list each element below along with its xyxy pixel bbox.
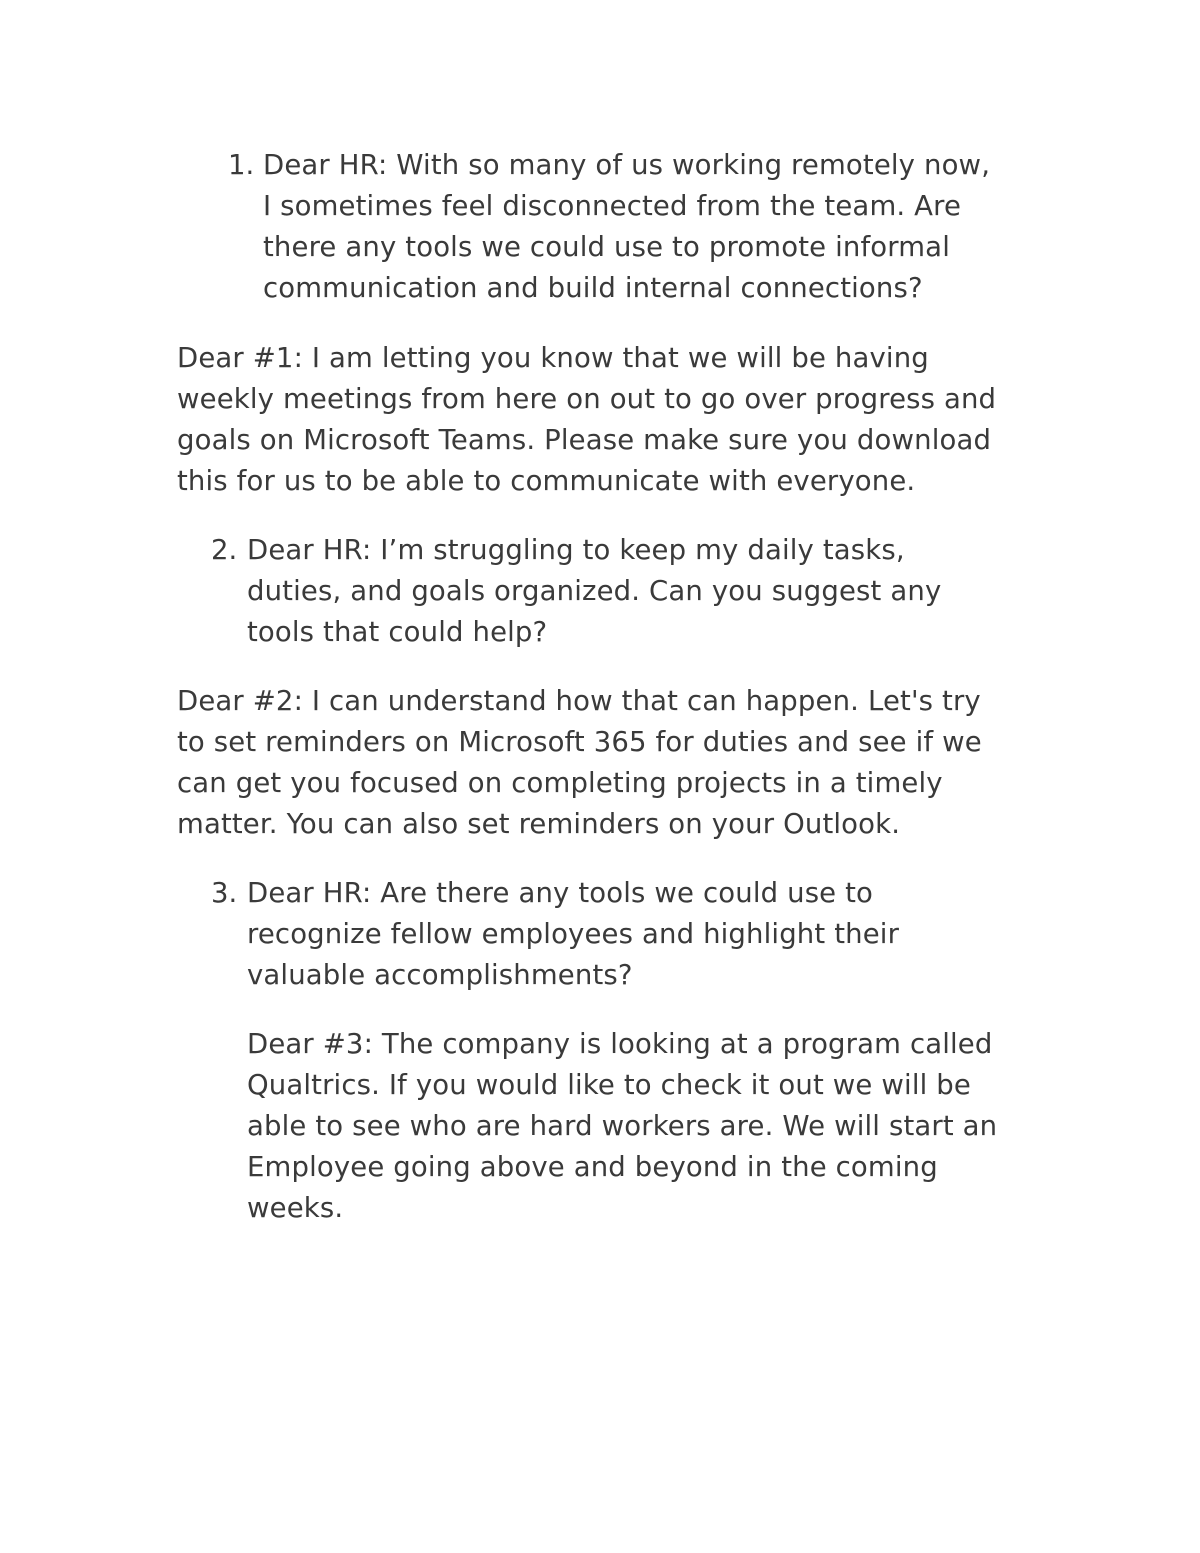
question-3-line: Dear HR: Are there any tools we could use to bbox=[247, 877, 874, 909]
answer-3 bbox=[247, 1024, 997, 1229]
answer-3-line: Dear #3: The company is looking at a program called bbox=[247, 1028, 993, 1060]
question-2-line: tools that could help? bbox=[247, 616, 548, 648]
answer-1-line: weekly meetings from here on out to go over progress and bbox=[177, 383, 997, 415]
question-1 bbox=[263, 145, 990, 309]
answer-1 bbox=[177, 338, 996, 502]
answer-2-line: to set reminders on Microsoft 365 for duties and see if we bbox=[177, 726, 982, 758]
question-2 bbox=[247, 530, 941, 653]
question-2-line: duties, and goals organized. Can you suggest any bbox=[247, 575, 942, 607]
question-1-line: there any tools we could use to promote informal bbox=[263, 231, 950, 263]
list-number-3: 3. bbox=[211, 877, 238, 909]
question-3 bbox=[247, 873, 899, 996]
answer-1-line: goals on Microsoft Teams. Please make sure you download bbox=[177, 424, 992, 456]
question-3-line: valuable accomplishments? bbox=[247, 959, 633, 991]
question-2-line: Dear HR: I’m struggling to keep my daily tasks, bbox=[247, 534, 905, 566]
question-3-line: recognize fellow employees and highlight their bbox=[247, 918, 900, 950]
list-number-1: 1. bbox=[228, 149, 255, 181]
answer-2-line: matter. You can also set reminders on your Outlook. bbox=[177, 808, 901, 840]
question-1-line: communication and build internal connections? bbox=[263, 272, 923, 304]
question-1-line: Dear HR: With so many of us working remotely now, bbox=[263, 149, 991, 181]
answer-2 bbox=[177, 681, 982, 845]
answer-3-line: Qualtrics. If you would like to check it out we will be bbox=[247, 1069, 971, 1101]
answer-1-line: Dear #1: I am letting you know that we will be having bbox=[177, 342, 929, 374]
question-1-line: I sometimes feel disconnected from the team. Are bbox=[263, 190, 962, 222]
answer-2-line: can get you focused on completing projects in a timely bbox=[177, 767, 943, 799]
list-number-2: 2. bbox=[211, 534, 238, 566]
answer-2-line: Dear #2: I can understand how that can happen. Let's try bbox=[177, 685, 981, 717]
answer-1-line: this for us to be able to communicate with everyone. bbox=[177, 465, 916, 497]
answer-3-line: Employee going above and beyond in the coming bbox=[247, 1151, 938, 1183]
answer-3-line: weeks. bbox=[247, 1192, 344, 1224]
answer-3-line: able to see who are hard workers are. We will start an bbox=[247, 1110, 998, 1142]
